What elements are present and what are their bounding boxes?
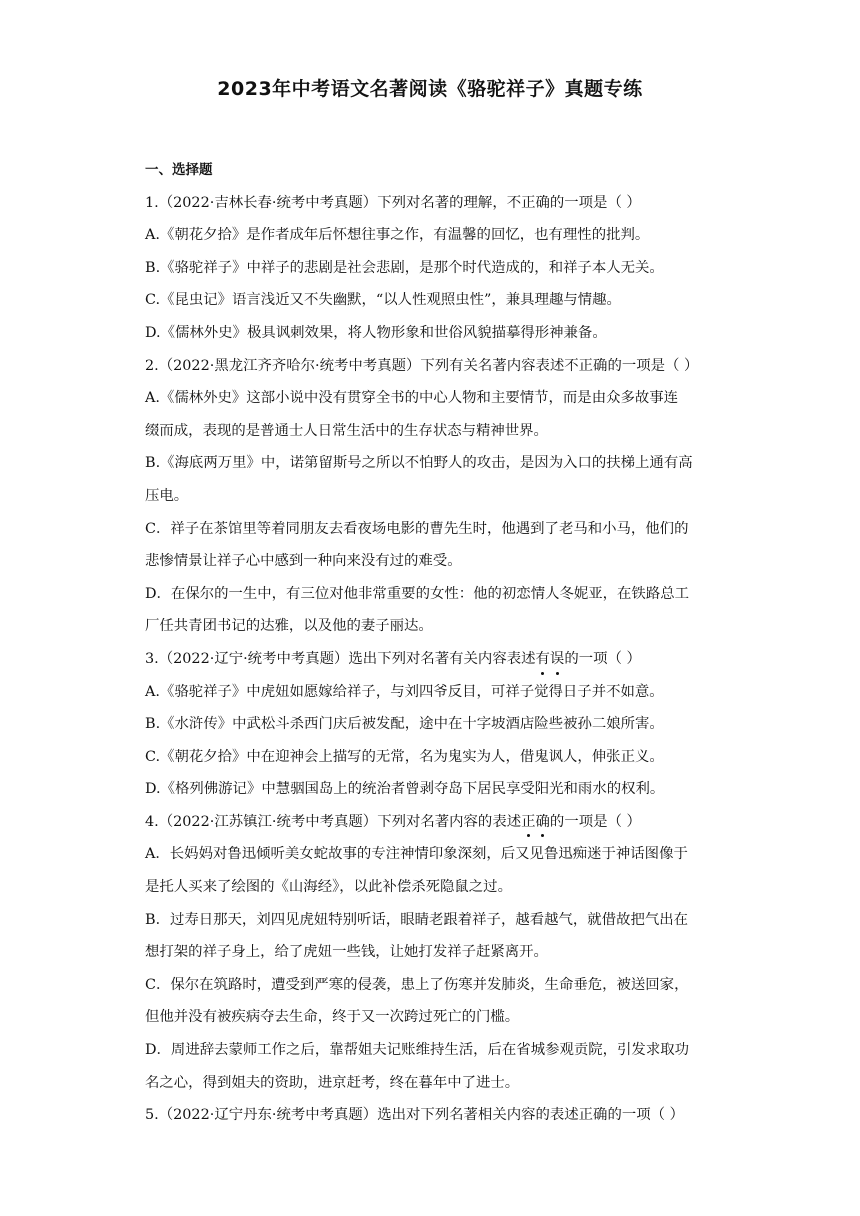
question-2-stem: 2.（2022·黑龙江齐齐哈尔·统考中考真题）下列有关名著内容表述不正确的一项是（ ） — [145, 357, 699, 374]
question-4-option-c-cont: 但他并没有被疾病夺去生命，终于又一次跨过死亡的门槛。 — [145, 1009, 520, 1026]
question-2-option-b-cont: 压电。 — [145, 487, 189, 504]
emphasis-char: 正 — [521, 806, 535, 839]
question-3-option-c: C.《朝花夕拾》中在迎神会上描写的无常，名为鬼实为人，借鬼讽人，伸张正义。 — [145, 748, 664, 765]
question-3-option-d: D.《格列佛游记》中慧骃国岛上的统治者曾剥夺岛下居民享受阳光和雨水的权利。 — [145, 781, 665, 798]
question-4-option-d: D．周进辞去蒙师工作之后，靠帮姐夫记账维持生活，后在省城参观贡院，引发求取功 — [145, 1042, 689, 1059]
question-2-option-d-cont: 厂任共青团书记的达雅，以及他的妻子丽达。 — [145, 618, 433, 635]
emphasis-char: 误 — [550, 643, 564, 676]
question-2-option-a: A.《儒林外史》这部小说中没有贯穿全书的中心人物和主要情节，而是由众多故事连 — [145, 390, 679, 407]
question-4-stem: 4.（2022·江苏镇江·统考中考真题）下列对名著内容的表述正确的一项是（ ） — [145, 806, 720, 839]
question-1-option-a: A.《朝花夕拾》是作者成年后怀想往事之作，有温馨的回忆，也有理性的批判。 — [145, 227, 650, 244]
document-title: 2023年中考语文名著阅读《骆驼祥子》真题专练 — [217, 78, 643, 100]
question-5-stem: 5.（2022·辽宁丹东·统考中考真题）选出对下列名著相关内容的表述正确的一项（ ） — [145, 1107, 684, 1124]
question-2-option-c: C．祥子在茶馆里等着同朋友去看夜场电影的曹先生时，他遇到了老马和小马，他们的 — [145, 520, 689, 537]
question-4-option-c: C．保尔在筑路时，遭受到严寒的侵袭，患上了伤寒并发肺炎，生命垂危，被送回家， — [145, 976, 689, 993]
question-3-option-b: B.《水浒传》中武松斗杀西门庆后被发配，途中在十字坡酒店险些被孙二娘所害。 — [145, 716, 664, 733]
question-2-option-c-cont: 悲惨情景让祥子心中感到一种向来没有过的难受。 — [145, 553, 462, 570]
question-4-option-a-cont: 是托人买来了绘图的《山海经》，以此补偿杀死隐鼠之过。 — [145, 879, 512, 896]
question-3-stem: 3.（2022·辽宁·统考中考真题）选出下列对名著有关内容表述有误的一项（ ） — [145, 643, 720, 676]
question-4-option-a: A．长妈妈对鲁迅倾听美女蛇故事的专注神情印象深刻，后又见鲁迅痴迷于神话图像于 — [145, 846, 688, 863]
emphasis-char: 有 — [536, 643, 550, 676]
question-3-option-a: A.《骆驼祥子》中虎妞如愿嫁给祥子，与刘四爷反目，可祥子觉得日子并不如意。 — [145, 683, 664, 700]
emphasis-char: 确 — [536, 806, 550, 839]
question-1-option-d: D.《儒林外史》极具讽刺效果，将人物形象和世俗风貌描摹得形神兼备。 — [145, 324, 607, 341]
question-1-option-c: C.《昆虫记》语言浅近又不失幽默，“以人性观照虫性”，兼具理趣与情趣。 — [145, 292, 621, 309]
question-1-stem: 1.（2022·吉林长春·统考中考真题）下列对名著的理解，不正确的一项是（ ） — [145, 194, 641, 211]
section-heading: 一、选择题 — [145, 162, 213, 178]
question-4-option-b: B．过寿日那天，刘四见虎妞特别听话，眼睛老跟着祥子，越看越气，就借故把气出在 — [145, 911, 689, 928]
question-2-option-b: B.《海底两万里》中，诺第留斯号之所以不怕野人的攻击，是因为入口的扶梯上通有高 — [145, 455, 693, 472]
question-4-option-b-cont: 想打架的祥子身上，给了虎妞一些钱，让她打发祥子赶紧离开。 — [145, 944, 548, 961]
question-2-option-d: D．在保尔的一生中，有三位对他非常重要的女性：他的初恋情人冬妮亚，在铁路总工 — [145, 585, 689, 602]
question-1-option-b: B.《骆驼祥子》中祥子的悲剧是社会悲剧，是那个时代造成的，和祥子本人无关。 — [145, 259, 664, 276]
question-2-option-a-cont: 缀而成，表现的是普通士人日常生活中的生存状态与精神世界。 — [145, 422, 548, 439]
document-body — [145, 154, 720, 1132]
question-4-option-d-cont: 名之心，得到姐夫的资助，进京赶考，终在暮年中了进士。 — [145, 1074, 520, 1091]
